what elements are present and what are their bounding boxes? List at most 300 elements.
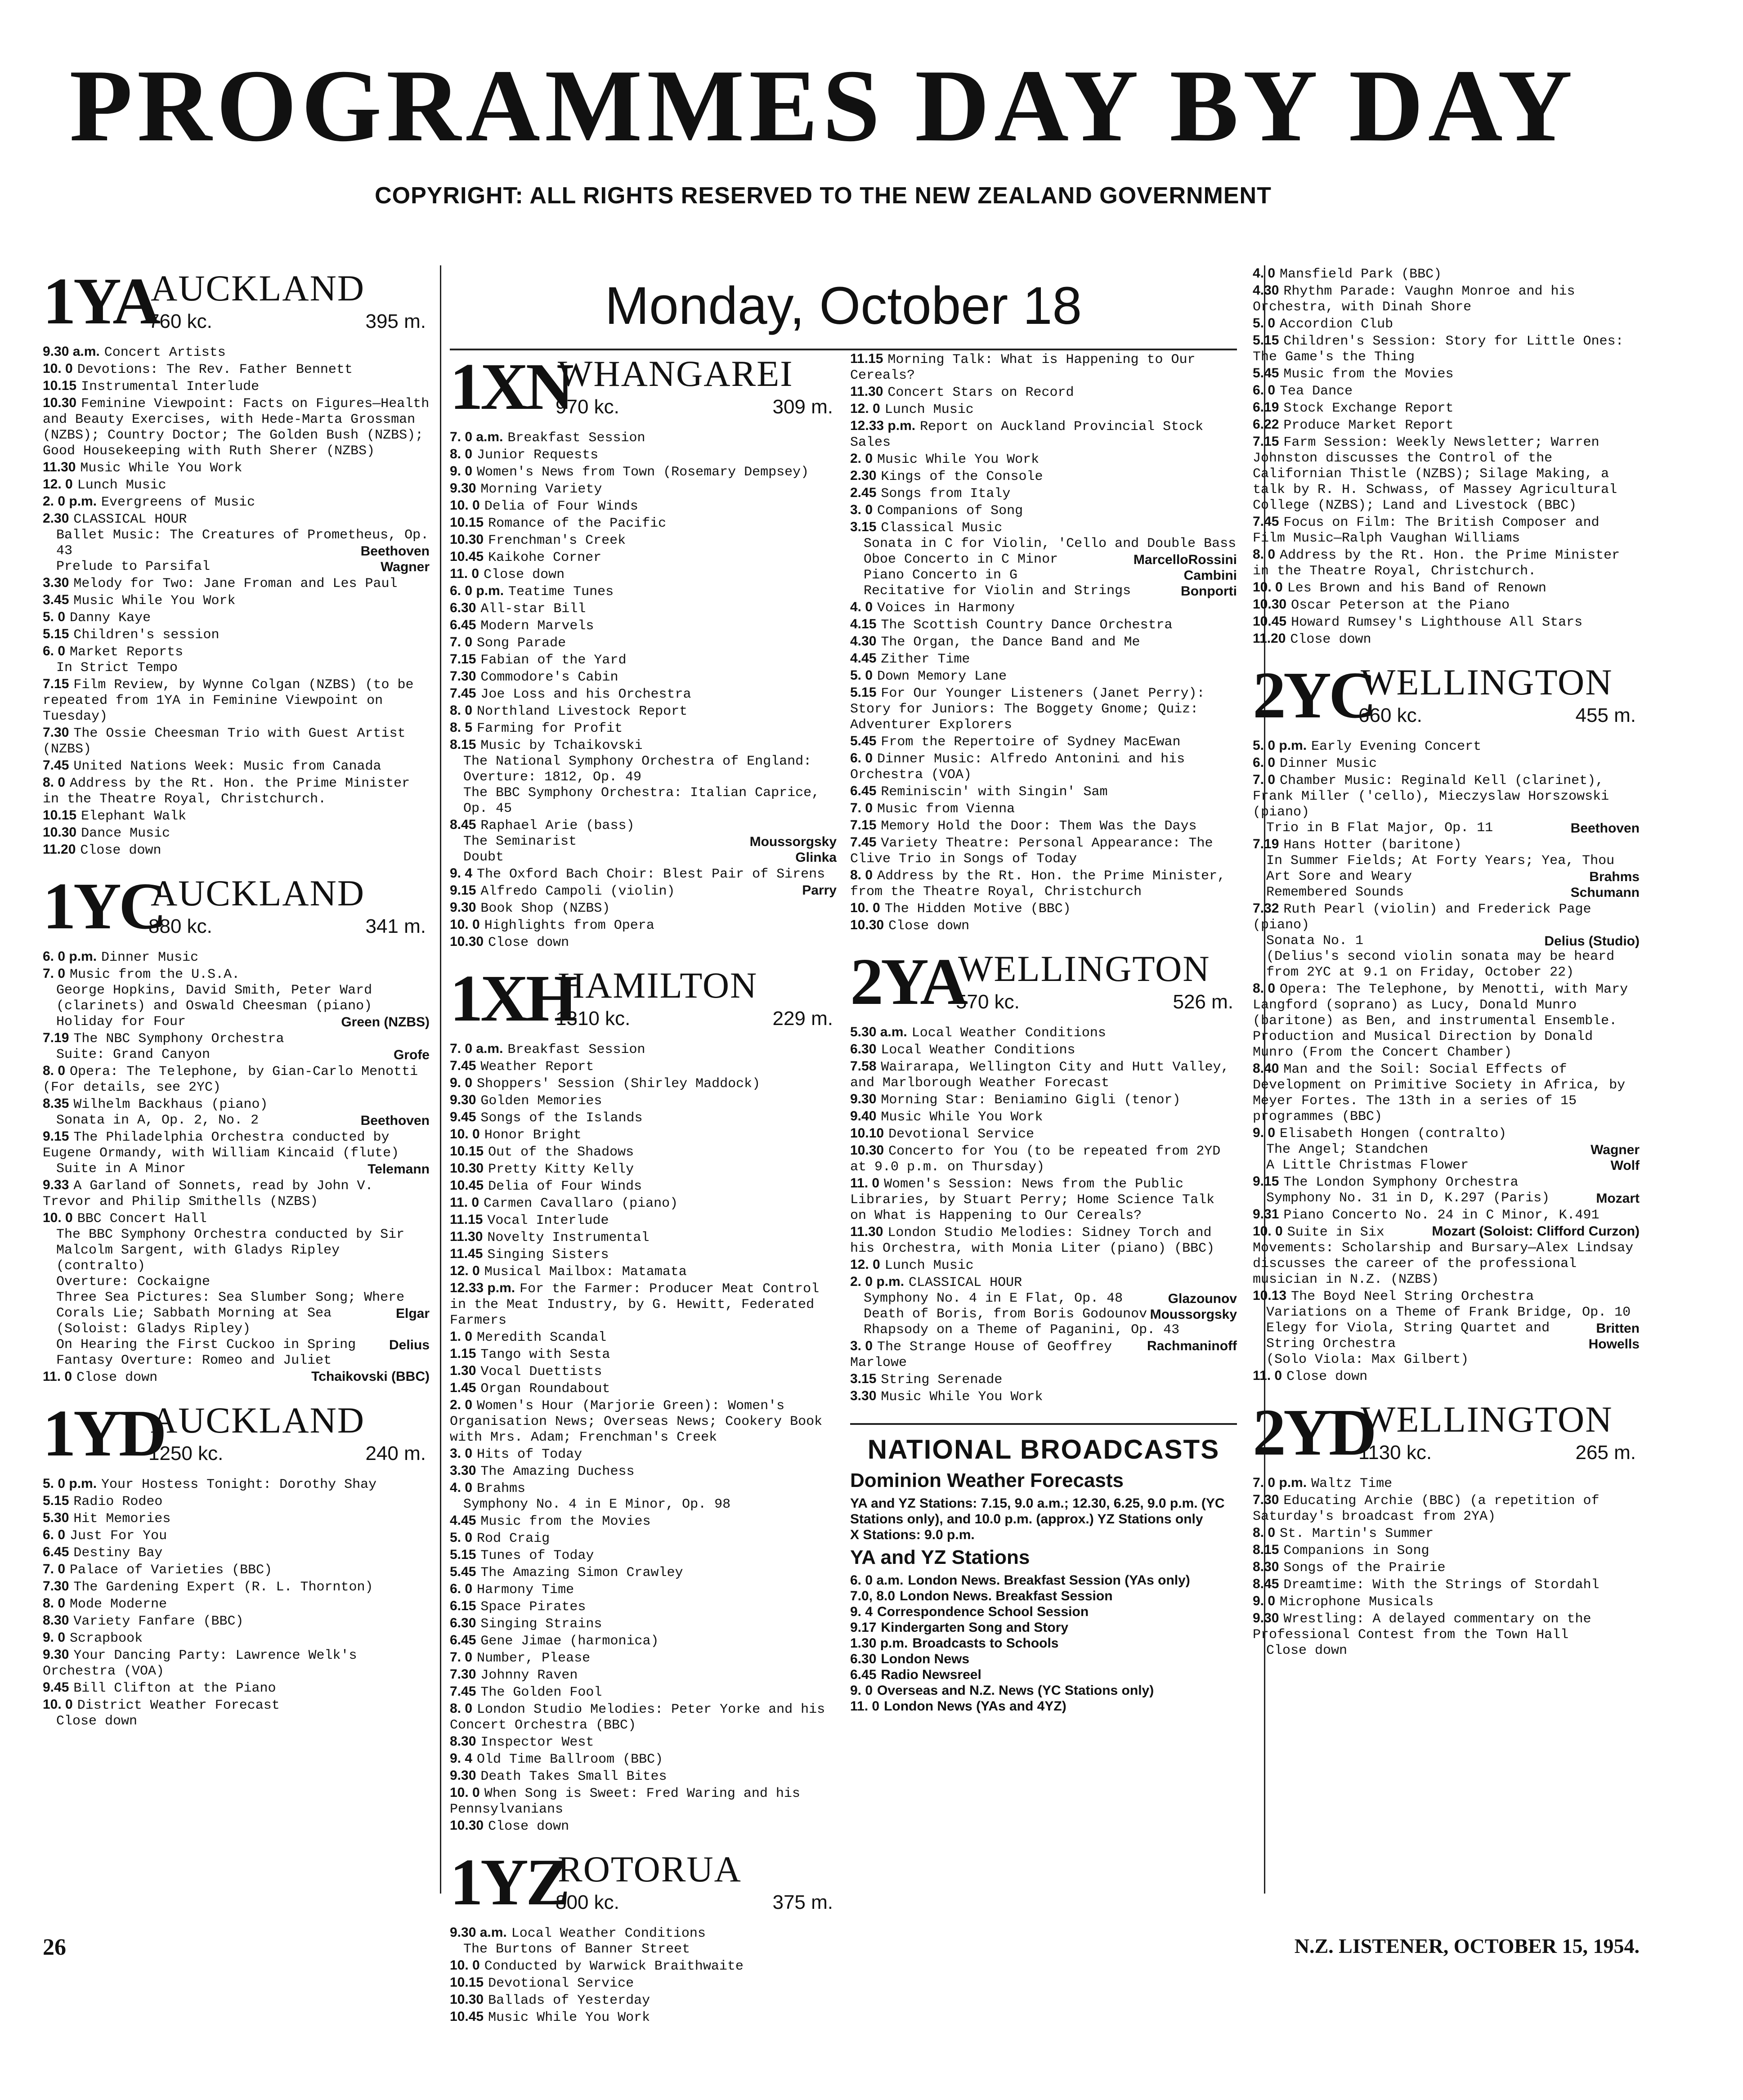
programme-time: 9.30 a.m. (450, 1925, 507, 1940)
programme-text: Frenchman's Creek (488, 533, 626, 548)
programme-line (43, 378, 430, 395)
programme-line (450, 1109, 837, 1126)
programme-line (850, 451, 1237, 468)
programme-text: Pretty Kitty Kelly (488, 1162, 634, 1177)
programme-time: 3. 0 (850, 1339, 873, 1353)
station-header (450, 963, 837, 1039)
programme-text: Weather Report (480, 1059, 594, 1075)
programme-line (43, 966, 430, 983)
programme-text: Wrestling: A delayed commentary on the Professional Contest from the Town Hall (1253, 1612, 1591, 1643)
programme-text: Women's News from Town (Rosemary Dempsey) (477, 465, 809, 480)
column-3 (850, 351, 1237, 1925)
programme-line (1253, 900, 1640, 933)
programme-time: 5.45 (450, 1564, 476, 1579)
programme-time: 11.30 (850, 384, 883, 399)
programme-line (450, 1666, 837, 1684)
programme-text: The Scottish Country Dance Orchestra (881, 618, 1173, 633)
composer-name: Beethoven (1570, 821, 1640, 836)
programme-text: Songs of the Prairie (1283, 1560, 1446, 1576)
ya-yz-title: YA and YZ Stations (850, 1546, 1030, 1568)
programme-time: 7. 0 a.m. (450, 1041, 503, 1056)
programme-time: 7.0, 8.0 (850, 1589, 896, 1603)
programme-text: Song Parade (477, 636, 566, 651)
programme-time: 11.30 (43, 460, 76, 475)
programme-time: 8. 0 (450, 1701, 473, 1716)
ya-yz-line (850, 1620, 1237, 1635)
programme-time: 11. 0 (43, 1369, 72, 1384)
programme-text: Music from the Movies (480, 1514, 651, 1529)
programme-line (43, 983, 430, 1014)
programme-line (1253, 1559, 1640, 1576)
programme-time: 5. 0 (43, 609, 66, 624)
programme-line (1253, 1061, 1640, 1125)
composer-name: Telemann (367, 1162, 430, 1177)
programme-text: The Oxford Bach Choir: Blest Pair of Sirens (477, 867, 825, 882)
programme-time: 10.45 (450, 2009, 484, 2024)
programme-time: 2. 0 (450, 1397, 473, 1412)
programme-line (450, 685, 837, 703)
programme-text: A Little Christmas Flower (1266, 1158, 1469, 1173)
programme-time: 11.15 (850, 351, 883, 366)
programme-time: 8. 0 (1253, 1525, 1276, 1540)
composer-name: Glinka (795, 850, 837, 865)
programme-text: Golden Memories (480, 1093, 602, 1109)
programme-time: 7.32 (1253, 901, 1279, 916)
programme-line (450, 1280, 837, 1329)
programme-text: Teatime Tunes (508, 584, 614, 600)
programme-time: 7. 0 (1253, 772, 1276, 787)
programme-line (450, 1615, 837, 1632)
station-block (1253, 659, 1640, 1385)
station-block (1253, 1397, 1640, 1659)
programme-time: 1.30 p.m. (850, 1636, 908, 1651)
programme-text: Kaikohe Corner (488, 550, 602, 565)
programme-time: 10. 0 (450, 1127, 480, 1142)
composer-name: Grofe (393, 1048, 430, 1062)
programme-line (1253, 1321, 1640, 1352)
programme-text: Meredith Scandal (477, 1330, 607, 1345)
programme-time: 9.30 (450, 1768, 476, 1783)
programme-line (43, 1321, 430, 1337)
programme-text: Address by the Rt. Hon. the Prime Minister, from the Theatre Royal, Christchurch (850, 869, 1226, 900)
station-callsign: 2YD (1253, 1396, 1374, 1469)
programme-line (1253, 282, 1640, 315)
programme-line (1253, 1288, 1640, 1305)
programme-text: Music While You Work (881, 1110, 1043, 1125)
programme-line (450, 1397, 837, 1446)
programme-text: Close down (484, 567, 565, 582)
ya-yz-line (850, 1651, 1237, 1667)
ya-yz-line (850, 1683, 1237, 1698)
programme-line (1253, 315, 1640, 332)
programme-time: 7.45 (450, 686, 476, 701)
programme-line (1253, 1492, 1640, 1525)
programme-text: CLASSICAL HOUR (909, 1275, 1022, 1290)
programme-line (43, 1476, 430, 1493)
programme-line (450, 882, 837, 900)
programme-line (43, 459, 430, 476)
programme-line (43, 1096, 430, 1113)
programme-time: 7. 0 (850, 801, 873, 815)
programme-line (850, 667, 1237, 685)
programme-text: Remembered Sounds (1266, 885, 1404, 900)
programme-text: The Ossie Cheesman Trio with Guest Artist (NZBS) (43, 726, 406, 757)
programme-time: 10.30 (450, 1161, 484, 1176)
programme-text: Music While You Work (881, 1389, 1043, 1405)
programme-line (43, 949, 430, 966)
programme-time: 7.19 (43, 1030, 69, 1045)
programme-time: 4.30 (1253, 283, 1279, 298)
programme-line (450, 703, 837, 720)
composer-name: Howells (1588, 1337, 1640, 1352)
programme-text: Doubt (463, 850, 504, 865)
programme-line (43, 493, 430, 510)
programme-text: Report on Auckland Provincial Stock Sales (850, 419, 1204, 450)
programme-line (450, 1701, 837, 1733)
programme-time: 9. 4 (450, 866, 473, 881)
programme-text: On Hearing the First Cuckoo in Spring (56, 1337, 356, 1352)
programme-text: Address by the Rt. Hon. the Prime Minister in the Theatre Royal, Christchurch. (43, 776, 410, 807)
programme-text: Overture: Cockaigne (56, 1274, 211, 1290)
programme-line (1253, 1125, 1640, 1142)
programme-line (450, 1126, 837, 1143)
programme-line (1253, 332, 1640, 365)
programme-time: 6. 0 (1253, 383, 1276, 398)
programme-time: 9.15 (1253, 1174, 1279, 1189)
programme-line (850, 1041, 1237, 1058)
programme-time: 3.45 (43, 592, 69, 607)
programme-time: 11. 0 (450, 1195, 479, 1210)
programme-text: Close down (1266, 1643, 1348, 1658)
programme-text: Dreamtime: With the Strings of Stordahl (1283, 1577, 1600, 1593)
programme-line (850, 783, 1237, 800)
programme-line (450, 1195, 837, 1212)
programme-line (1253, 755, 1640, 772)
programme-text: Ballads of Yesterday (488, 1993, 650, 2008)
composer-name: Green (NZBS) (341, 1015, 430, 1030)
programme-line (850, 817, 1237, 834)
programme-text: Women's Session: News from the Public Libraries, by Stuart Perry; Home Science Talk on What is Happening to Our Cereals? (850, 1177, 1215, 1223)
programme-line (450, 1992, 837, 2009)
programme-text: Accordion Club (1280, 317, 1394, 332)
programme-text: Harmony Time (477, 1582, 574, 1598)
programme-time: 10. 0 (450, 1785, 480, 1800)
programme-text: Piano Concerto No. 24 in C Minor, K.491 (1283, 1208, 1600, 1223)
programme-text: The Boyd Neel String Orchestra (1291, 1289, 1534, 1304)
station-callsign: 1XN (450, 350, 571, 424)
programme-text: Scrapbook (70, 1631, 143, 1646)
programme-time: 11. 0 (450, 566, 479, 581)
programme-text: Delia of Four Winds (484, 499, 638, 514)
programme-time: 10.15 (450, 1144, 484, 1159)
programme-text: Music While You Work (488, 2010, 650, 2025)
issue-line: N.Z. LISTENER, OCTOBER 15, 1954. (1294, 1934, 1640, 1957)
column-rule (440, 265, 441, 1894)
programme-text: Local Weather Conditions (511, 1926, 706, 1941)
day-heading (450, 265, 1237, 350)
programme-text: A Garland of Sonnets, read by John V. Trevor and Philip Smithells (NZBS) (43, 1178, 373, 1209)
programme-text: Music While You Work (877, 452, 1040, 467)
programme-text: Farming for Profit (477, 721, 623, 736)
programme-line (1253, 265, 1640, 282)
programme-time: 9. 0 (1253, 1125, 1276, 1140)
programme-line (1253, 613, 1640, 631)
station-block (450, 1846, 837, 2026)
programme-text: Local Weather Conditions (911, 1025, 1106, 1041)
programme-text: Oboe Concerto in C Minor (864, 552, 1058, 567)
programme-line (43, 1210, 430, 1227)
programme-time: 4. 0 (450, 1480, 473, 1495)
programme-text: Tunes of Today (480, 1548, 594, 1563)
programme-text: Children's Session: Story for Little Ones: The Game's the Thing (1253, 334, 1624, 365)
programme-text: Rhythm Parade: Vaughn Monroe and his Orchestra, with Dinah Shore (1253, 284, 1575, 315)
programme-text: (Solo Viola: Max Gilbert) (1266, 1352, 1469, 1367)
programme-line (850, 1274, 1237, 1291)
programme-time: 5. 0 p.m. (43, 1476, 97, 1491)
programme-line (1253, 1475, 1640, 1492)
programme-text: Microphone Musicals (1280, 1594, 1434, 1610)
programme-text: Kings of the Console (881, 469, 1043, 484)
composer-name: Beethoven (360, 544, 430, 559)
station-city: WELLINGTON (958, 948, 1210, 989)
programme-text: Rod Craig (477, 1531, 550, 1546)
programme-line (43, 1544, 430, 1561)
programme-line (43, 510, 430, 528)
programme-line (450, 2009, 837, 2026)
station-frequency: 660 kc. (1358, 704, 1422, 726)
programme-time: 10.30 (450, 1992, 484, 2007)
programme-time: 6.19 (1253, 400, 1279, 415)
programme-line (43, 361, 430, 378)
programme-line (43, 1612, 430, 1630)
programme-line (450, 1480, 837, 1497)
station-wavelength: 526 m. (1173, 991, 1233, 1013)
programme-time: 8. 0 (850, 868, 873, 882)
programme-text: Suite in Six Movements: Scholarship and Bursary—Alex Lindsay discusses the career of the professional musician in N.Z. (NZBS) (1253, 1225, 1634, 1287)
station-header (850, 946, 1237, 1022)
composer-name: Beethoven (360, 1113, 430, 1128)
programme-line (450, 1564, 837, 1581)
programme-time: 4.45 (850, 651, 877, 666)
programme-time: 5. 0 (850, 668, 873, 683)
programme-line (850, 568, 1237, 583)
programme-line (450, 1547, 837, 1564)
programme-line (850, 867, 1237, 900)
programme-text: George Hopkins, David Smith, Peter Ward (clarinets) and Oswald Cheesman (piano) (56, 983, 372, 1014)
programme-text: Variety Fanfare (BBC) (73, 1614, 244, 1629)
programme-time: 10. 0 (43, 1697, 73, 1712)
programme-time: 6.45 (850, 1667, 877, 1682)
programme-line (1253, 1305, 1640, 1336)
station-wavelength: 229 m. (772, 1007, 833, 1030)
programme-text: Vocal Interlude (487, 1213, 609, 1228)
programme-line (43, 643, 430, 660)
programme-time: 10. 0 (450, 498, 480, 513)
programme-text: In Strict Tempo (56, 660, 178, 676)
programme-text: BBC Concert Hall (77, 1211, 207, 1227)
programme-line (1253, 416, 1640, 434)
programme-time: 3. 0 (450, 1446, 473, 1461)
programme-line (850, 351, 1237, 384)
programme-line (450, 1785, 837, 1818)
station-header (43, 1397, 430, 1474)
programme-time: 8.15 (1253, 1542, 1279, 1557)
programme-text: All-star Bill (480, 601, 586, 617)
station-city: AUCKLAND (151, 873, 365, 913)
programme-time: 10. 0 (450, 1958, 480, 1973)
programme-text: Recitative for Violin and Strings (864, 583, 1131, 599)
programme-time: 6.45 (850, 784, 877, 798)
programme-line (43, 1290, 430, 1321)
programme-text: Elisabeth Hongen (contralto) (1280, 1126, 1507, 1142)
programme-line (850, 1388, 1237, 1405)
programme-line (450, 1581, 837, 1598)
programme-line (1253, 434, 1640, 514)
programme-line (450, 1178, 837, 1195)
programme-line (43, 775, 430, 807)
programme-text: Concerto for You (to be repeated from 2YD at 9.0 p.m. on Thursday) (850, 1144, 1221, 1175)
composer-name: Wagner (1591, 1142, 1640, 1157)
programme-text: Close down (80, 843, 161, 858)
programme-text: Educating Archie (BBC) (a repetition of Saturday's broadcast from 2YA) (1253, 1493, 1600, 1524)
programme-text: Dinner Music (101, 950, 199, 965)
programme-line (850, 1125, 1237, 1142)
programme-line (850, 1307, 1237, 1322)
station-block (450, 963, 837, 1835)
programme-text: Shoppers' Session (Shirley Maddock) (477, 1076, 761, 1092)
programme-time: 8.35 (43, 1096, 69, 1111)
programme-time: 8.45 (1253, 1576, 1279, 1591)
programme-text: Evergreens of Music (101, 495, 255, 510)
programme-line (43, 725, 430, 757)
programme-line (850, 616, 1237, 633)
station-city: WELLINGTON (1361, 1399, 1613, 1440)
programme-line (43, 1561, 430, 1578)
programme-text: Music from the Movies (1283, 367, 1454, 382)
programme-line (450, 532, 837, 549)
programme-line (450, 1246, 837, 1263)
station-block (43, 870, 430, 1386)
programme-time: 1. 0 (450, 1329, 473, 1344)
station-block (43, 1397, 430, 1729)
station-wavelength: 240 m. (365, 1442, 426, 1464)
programme-time: 3.15 (850, 519, 877, 534)
programme-time: 8. 0 (43, 775, 66, 790)
station-block (1253, 265, 1640, 648)
programme-line (1253, 399, 1640, 416)
programme-time: 9. 0 (1253, 1594, 1276, 1608)
programme-text: Radio Newsreel (881, 1667, 981, 1682)
programme-line (850, 468, 1237, 485)
programme-text: Children's session (73, 627, 220, 643)
programme-line (850, 1371, 1237, 1388)
programme-line (450, 1463, 837, 1480)
day-heading-text: Monday, October 18 (605, 276, 1082, 336)
programme-text: Inspector West (480, 1735, 594, 1750)
station-callsign: 1YZ (450, 1845, 568, 1919)
programme-time: 3. 0 (850, 502, 873, 517)
programme-time: 10.10 (850, 1126, 884, 1141)
programme-time: 10. 0 (43, 1210, 73, 1225)
programme-line (850, 685, 1237, 733)
programme-line (450, 668, 837, 685)
programme-text: The Amazing Simon Crawley (480, 1565, 683, 1581)
programme-text: London Studio Melodies: Sidney Torch and his Orchestra, with Monia Liter (piano) (BBC) (850, 1225, 1215, 1256)
programme-text: Death of Boris, from Boris Godounov (864, 1307, 1147, 1322)
programme-time: 2.45 (850, 485, 877, 500)
programme-time: 5. 0 (1253, 316, 1276, 331)
programme-line (450, 1092, 837, 1109)
programme-line (43, 807, 430, 824)
programme-text: Joe Loss and his Orchestra (480, 687, 691, 702)
programme-line (450, 817, 837, 834)
programme-text: Close down (488, 1819, 569, 1834)
programme-time: 2. 0 (850, 451, 873, 466)
programme-text: Rhapsody on a Theme of Paganini, Op. 43 (864, 1322, 1180, 1338)
programme-text: Sonata in A, Op. 2, No. 2 (56, 1113, 259, 1128)
programme-time: 7. 0 p.m. (1253, 1475, 1307, 1490)
programme-text: Out of the Shadows (488, 1145, 634, 1160)
masthead (40, 48, 1606, 163)
programme-text: Modern Marvels (480, 618, 594, 634)
programme-line (850, 1142, 1237, 1175)
programme-time: 9.30 (450, 1093, 476, 1107)
programme-text: When Song is Sweet: Fred Waring and his Pennsylvanians (450, 1786, 800, 1817)
station-callsign: 2YC (1253, 658, 1374, 732)
programme-text: Northland Livestock Report (477, 704, 688, 719)
programme-line (43, 1595, 430, 1612)
programme-line (43, 1177, 430, 1210)
programme-line (850, 1108, 1237, 1125)
programme-line (43, 609, 430, 626)
programme-line (450, 566, 837, 583)
programme-line (450, 720, 837, 737)
ya-yz-line (850, 1572, 1237, 1588)
programme-text: The National Symphony Orchestra of England: Overture: 1812, Op. 49 (463, 754, 812, 785)
programme-line (43, 592, 430, 609)
programme-text: Ballet Music: The Creatures of Prometheus, Op. 43 (56, 528, 429, 559)
programme-time: 10.30 (1253, 597, 1287, 612)
station-frequency: 1310 kc. (556, 1007, 631, 1030)
programme-line (450, 1497, 837, 1513)
programme-text: The Angel; Standchen (1266, 1142, 1429, 1157)
programme-line (850, 1257, 1237, 1274)
programme-text: Howard Rumsey's Lighthouse All Stars (1291, 615, 1583, 630)
ya-yz-line (850, 1635, 1237, 1651)
programme-line (43, 1527, 430, 1544)
programme-time: 10. 0 (1253, 580, 1283, 595)
programme-time: 6. 0 (450, 1581, 473, 1596)
programme-time: 8.15 (450, 737, 476, 752)
programme-text: Elegy for Viola, String Quartet and String Orchestra (1266, 1321, 1550, 1352)
programme-time: 12. 0 (43, 477, 73, 492)
station-callsign: 1XH (450, 962, 575, 1035)
programme-line (450, 1768, 837, 1785)
column-1 (43, 265, 430, 1925)
programme-time: 9.30 (43, 1647, 69, 1662)
programme-text: Vocal Duettists (480, 1364, 602, 1379)
programme-time: 10.15 (450, 1975, 484, 1990)
programme-text: In Summer Fields; At Forty Years; Yea, Thou Art Sore and Weary (1266, 853, 1615, 884)
programme-line (850, 750, 1237, 783)
programme-text: The Burtons of Banner Street (463, 1942, 690, 1957)
programme-text: The NBC Symphony Orchestra (73, 1031, 284, 1047)
programme-line (43, 1227, 430, 1274)
programme-text: Close down (888, 918, 970, 934)
programme-line (450, 834, 837, 850)
programme-text: Local Weather Conditions (881, 1043, 1075, 1058)
programme-text: Morning Variety (480, 482, 602, 497)
